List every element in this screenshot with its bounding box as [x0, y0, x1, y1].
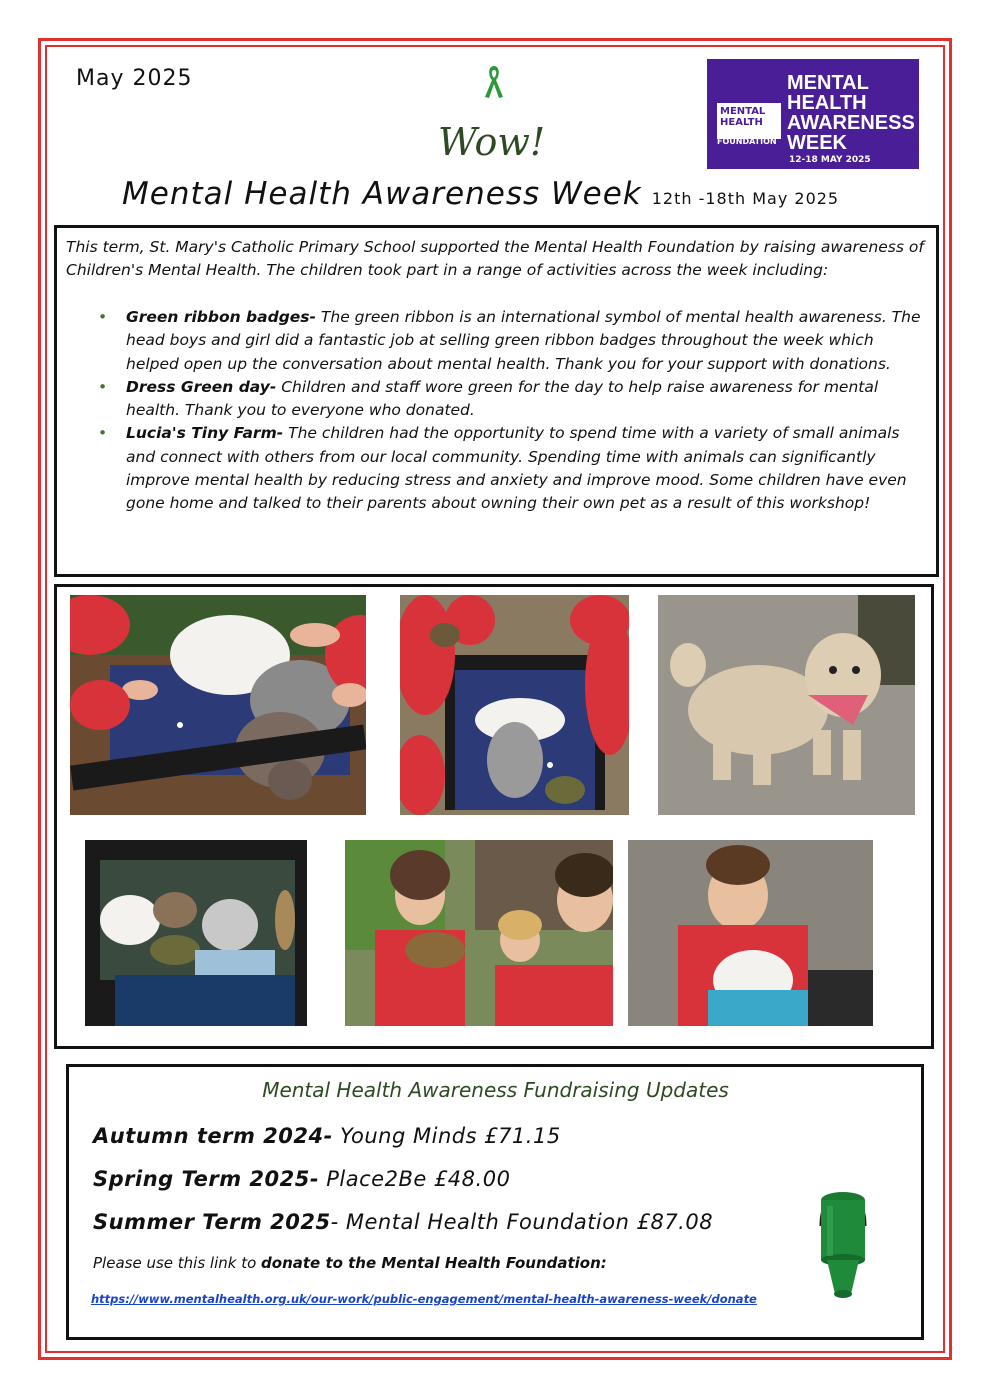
mhaw-logo	[707, 59, 919, 169]
photo-rabbits-in-crate	[400, 595, 629, 815]
donate-bold: donate to the Mental Health Foundation:	[261, 1254, 607, 1272]
donate-prefix: Please use this link to	[93, 1254, 262, 1272]
photo-children-tortoise	[345, 840, 613, 1026]
photo-poodle-dog	[658, 595, 915, 815]
logo-dates: 12-18 MAY 2025	[789, 155, 871, 165]
fund-detail: Place2Be £48.00	[319, 1167, 511, 1191]
bullet-text: Children and staff wore green for the day to help raise awareness for mental health. Thank you to everyone who donated.	[126, 377, 879, 420]
green-ribbon-icon	[482, 64, 506, 100]
bullet-title: Lucia's Tiny Farm-	[126, 424, 284, 443]
donate-link[interactable]: https://www.mentalhealth.org.uk/our-work/public-engagement/mental-health-awareness-week/donate	[91, 1292, 757, 1306]
mhf-logo-text: MENTAL HEALTH	[717, 103, 781, 139]
newsletter-date: May 2025	[76, 66, 193, 91]
bullet-text: The green ribbon is an international symbol of mental health awareness. The head boys and girl did a fantastic job at selling green ribbon badges throughout the week which helped open up the conversation about mental health. Thank you for your support with donations.	[126, 308, 921, 373]
mhf-logo	[717, 103, 781, 159]
logo-word: AWARENESS	[787, 112, 915, 134]
bullet-text: The children had the opportunity to spend time with a variety of small animals and connect with others from our local community. Spending time with animals can significantly improve mental health by reducing stress and anxiety and improve mood. Some children have even gone home and talked to their parents about owning their own pet as a result of this workshop!	[126, 424, 907, 513]
fundraising-row	[93, 1167, 510, 1191]
collection-tin-icon	[813, 1186, 873, 1312]
fund-term: Autumn term 2024-	[93, 1124, 333, 1148]
logo-word: HEALTH	[787, 92, 867, 114]
fund-term: Summer Term 2025	[93, 1210, 331, 1234]
title-text: Mental Health Awareness Week	[122, 176, 642, 212]
fundraising-title: Mental Health Awareness Fundraising Updates	[262, 1078, 729, 1102]
logo-word: WEEK	[787, 132, 847, 154]
photo-rat-and-rabbits	[70, 595, 366, 815]
date-range: 12th -18th May 2025	[651, 189, 840, 208]
mhf-foundation-text: FOUNDATION	[717, 137, 777, 146]
photo-rabbits-lizard	[85, 840, 307, 1026]
fund-term: Spring Term 2025-	[93, 1167, 320, 1191]
list-item	[126, 306, 926, 376]
bullet-title: Dress Green day-	[126, 377, 277, 396]
fundraising-row	[93, 1210, 713, 1234]
fundraising-row	[93, 1124, 561, 1148]
donate-instruction	[93, 1254, 607, 1272]
page-title	[122, 176, 839, 212]
list-item	[126, 422, 926, 515]
photo-boy-with-rabbit	[628, 840, 873, 1026]
bullet-title: Green ribbon badges-	[126, 308, 316, 326]
intro-paragraph: This term, St. Mary's Catholic Primary School supported the Mental Health Foundation by raising awareness of Children's Mental Health. The children took part in a range of activities across the week including:	[66, 238, 924, 280]
list-item	[126, 376, 926, 423]
activity-list	[126, 306, 926, 516]
logo-word: MENTAL	[787, 72, 869, 94]
wow-heading: Wow!	[438, 120, 546, 164]
fund-detail: Young Minds £71.15	[332, 1124, 561, 1148]
logo-week-title	[787, 73, 915, 153]
fund-detail: - Mental Health Foundation £87.08	[330, 1210, 714, 1234]
